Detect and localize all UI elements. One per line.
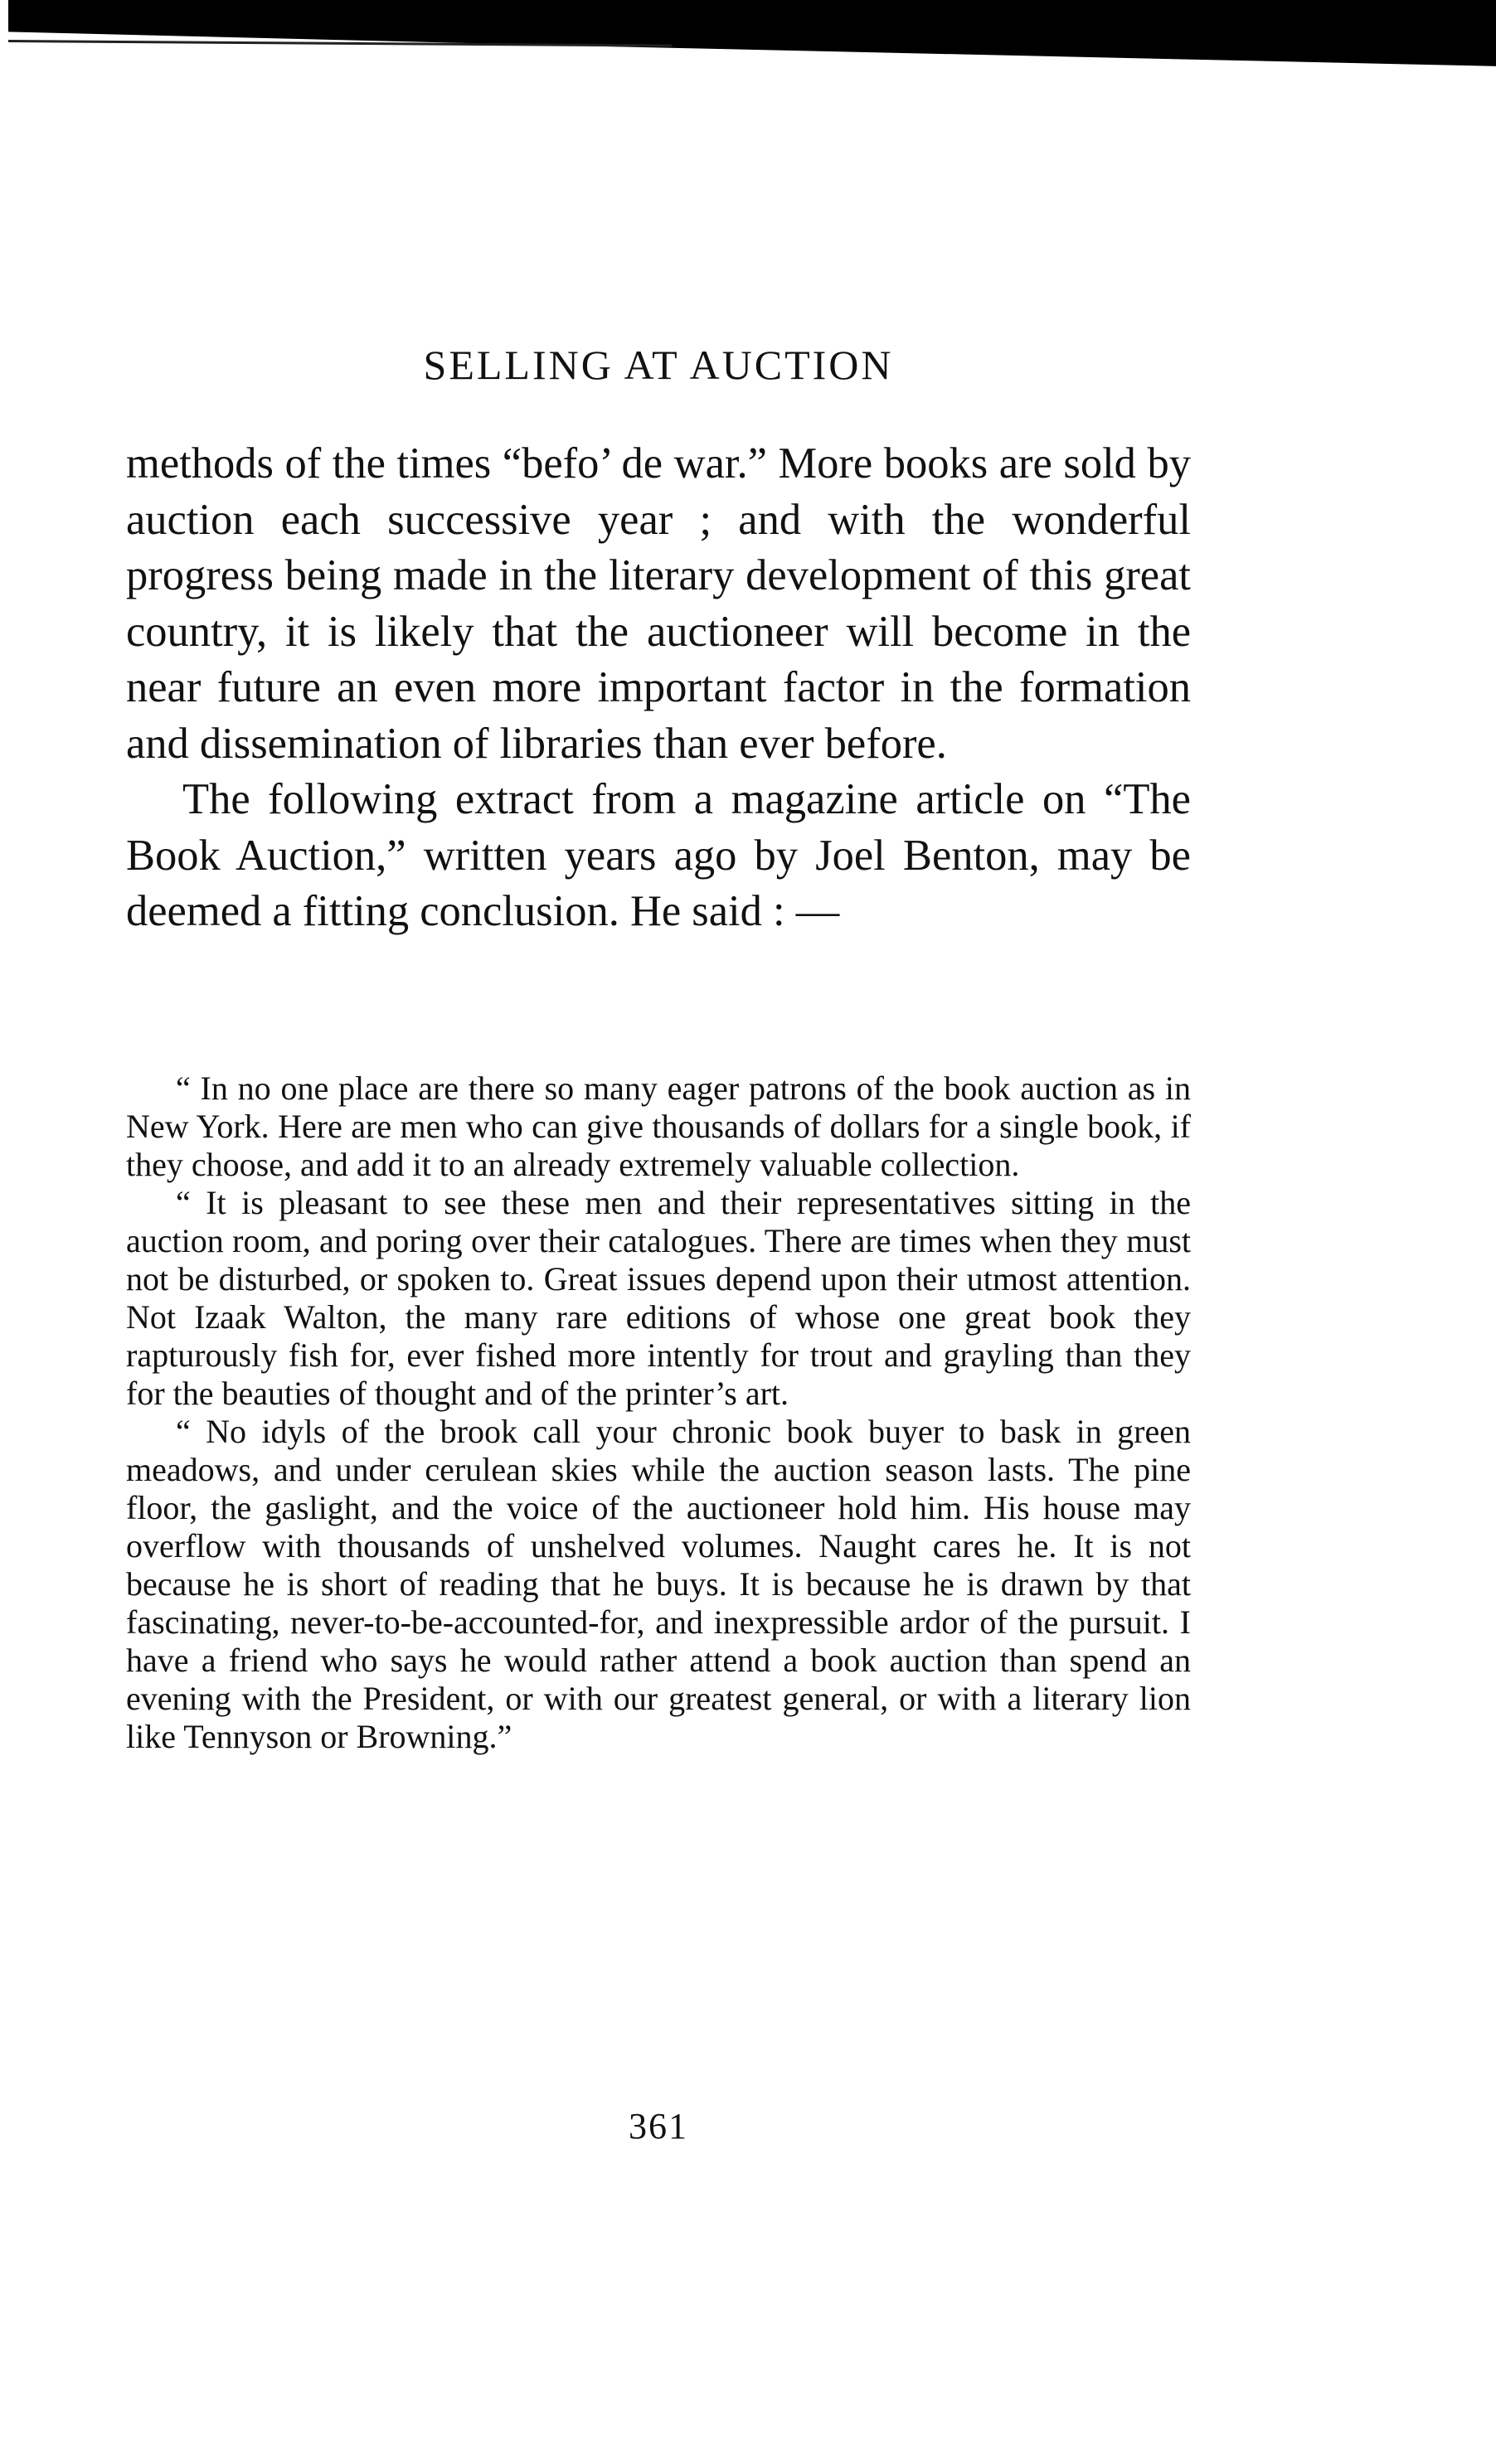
body-paragraph: The following extract from a magazine article on “The Book Auction,” written years ago by Joel Benton, may be deemed a fitting conclusion. He said : — [126,775,1191,935]
block-quote [126,1070,1191,1756]
page-number: 361 [629,2106,688,2146]
quote-paragraph: “ No idyls of the brook call your chronic book buyer to bask in green meadows, and under cerulean skies while the auction season lasts. The pine floor, the gaslight, and the voice of the auctioneer hold him. His house may overflow with thousands of unshelved volumes. Naught cares he. It is not because he is short of reading that he buys. It is because he is drawn by that fascinating, never-to-be-accounted-for, and inexpressible ardor of the pursuit. I have a friend who says he would rather attend a book auction than spend an evening with the President, or with our greatest general, or with a literary lion like Tennyson or Browning.” [126,1413,1191,1755]
scan-edge-artifact [8,0,1496,66]
body-paragraph: methods of the times “befo’ de war.” More books are sold by auction each successive year ; and with the wonderful progress being made in the literary development of this great country, it is likely that the auctioneer will become in the near future an even more important factor in the formation and dissemination of libraries than ever before. [126,439,1191,768]
running-head: SELLING AT AUCTION [423,342,894,388]
quote-paragraph: “ In no one place are there so many eager patrons of the book auction as in New York. Here are men who can give thousands of dollars for a single book, if they choose, and add it to an already extremely valuable collection. [126,1070,1191,1183]
body-text [126,436,1191,940]
quote-paragraph: “ It is pleasant to see these men and their representatives sitting in the auction room, and poring over their catalogues. There are times when they must not be disturbed, or spoken to. Great issues depend upon their utmost attention. Not Izaak Walton, the many rare editions of whose one great book they rapturously fish for, ever fished more intently for trout and grayling than they for the beauties of thought and of the printer’s art. [126,1184,1191,1412]
